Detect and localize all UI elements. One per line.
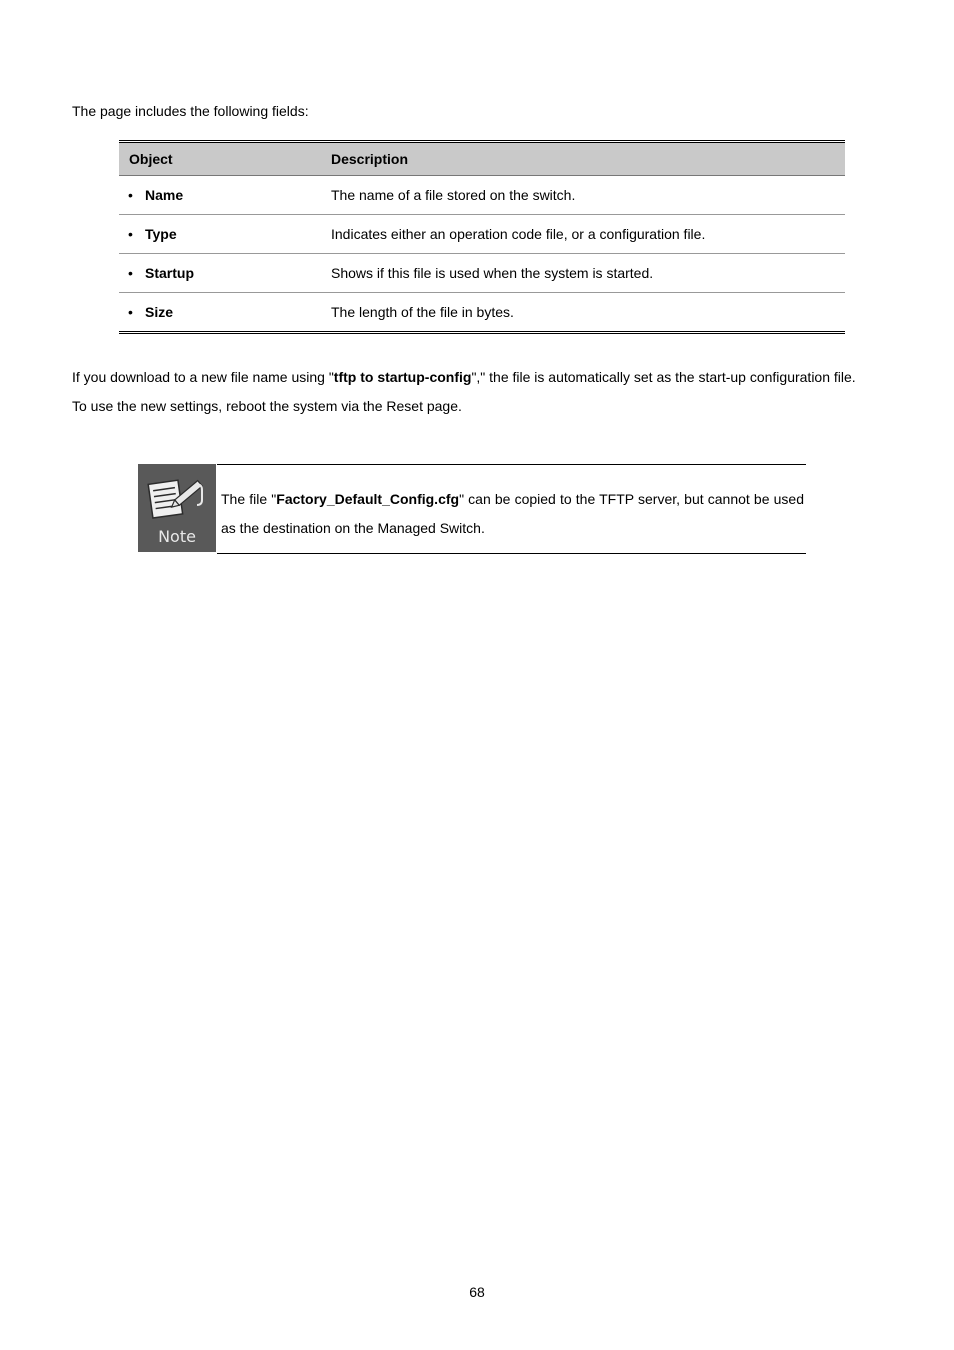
- bullet-icon: •: [128, 304, 133, 320]
- object-name: Name: [145, 187, 184, 203]
- object-cell: [119, 215, 331, 254]
- header-description: Description: [331, 142, 845, 176]
- table-row: [119, 254, 845, 293]
- description-cell: The name of a file stored on the switch.: [331, 176, 845, 215]
- table-row: [119, 293, 845, 333]
- intro-text: The page includes the following fields:: [72, 103, 309, 119]
- note-label: Note: [158, 527, 196, 546]
- description-cell: Indicates either an operation code file, or a configuration file.: [331, 215, 845, 254]
- object-cell: [119, 254, 331, 293]
- table-header-row: [119, 142, 845, 176]
- fields-table: [119, 140, 845, 334]
- note-filename: Factory_Default_Config.cfg: [276, 491, 460, 507]
- object-name: Type: [145, 226, 177, 242]
- table-row: [119, 215, 845, 254]
- object-name: Startup: [145, 265, 194, 281]
- note-box: [217, 464, 806, 554]
- note-icon: [138, 464, 216, 552]
- table-row: [119, 176, 845, 215]
- description-cell: The length of the file in bytes.: [331, 304, 514, 320]
- object-cell: [119, 293, 331, 333]
- note-text-part: " can be copied to the TFTP server, but cannot be used as the destination on the Managed Switch.: [221, 491, 804, 536]
- command-name: tftp to startup-config: [333, 369, 472, 385]
- page-number: 68: [469, 1284, 485, 1300]
- bullet-icon: •: [128, 187, 133, 203]
- header-object: Object: [119, 142, 331, 176]
- paragraph-download: [72, 368, 856, 386]
- description-cell: Shows if this file is used when the system is started.: [331, 254, 845, 293]
- paragraph-text: "," the file is automatically set as the start-up configuration file.: [471, 369, 856, 385]
- paragraph-reboot: To use the new settings, reboot the system via the Reset page.: [72, 398, 462, 414]
- bullet-icon: •: [128, 265, 133, 281]
- paragraph-text: If you download to a new file name using ": [72, 369, 334, 385]
- object-cell: [119, 176, 331, 215]
- object-name: Size: [145, 304, 174, 320]
- note-text: [221, 485, 804, 543]
- note-text-part: The file ": [221, 491, 277, 507]
- bullet-icon: •: [128, 226, 133, 242]
